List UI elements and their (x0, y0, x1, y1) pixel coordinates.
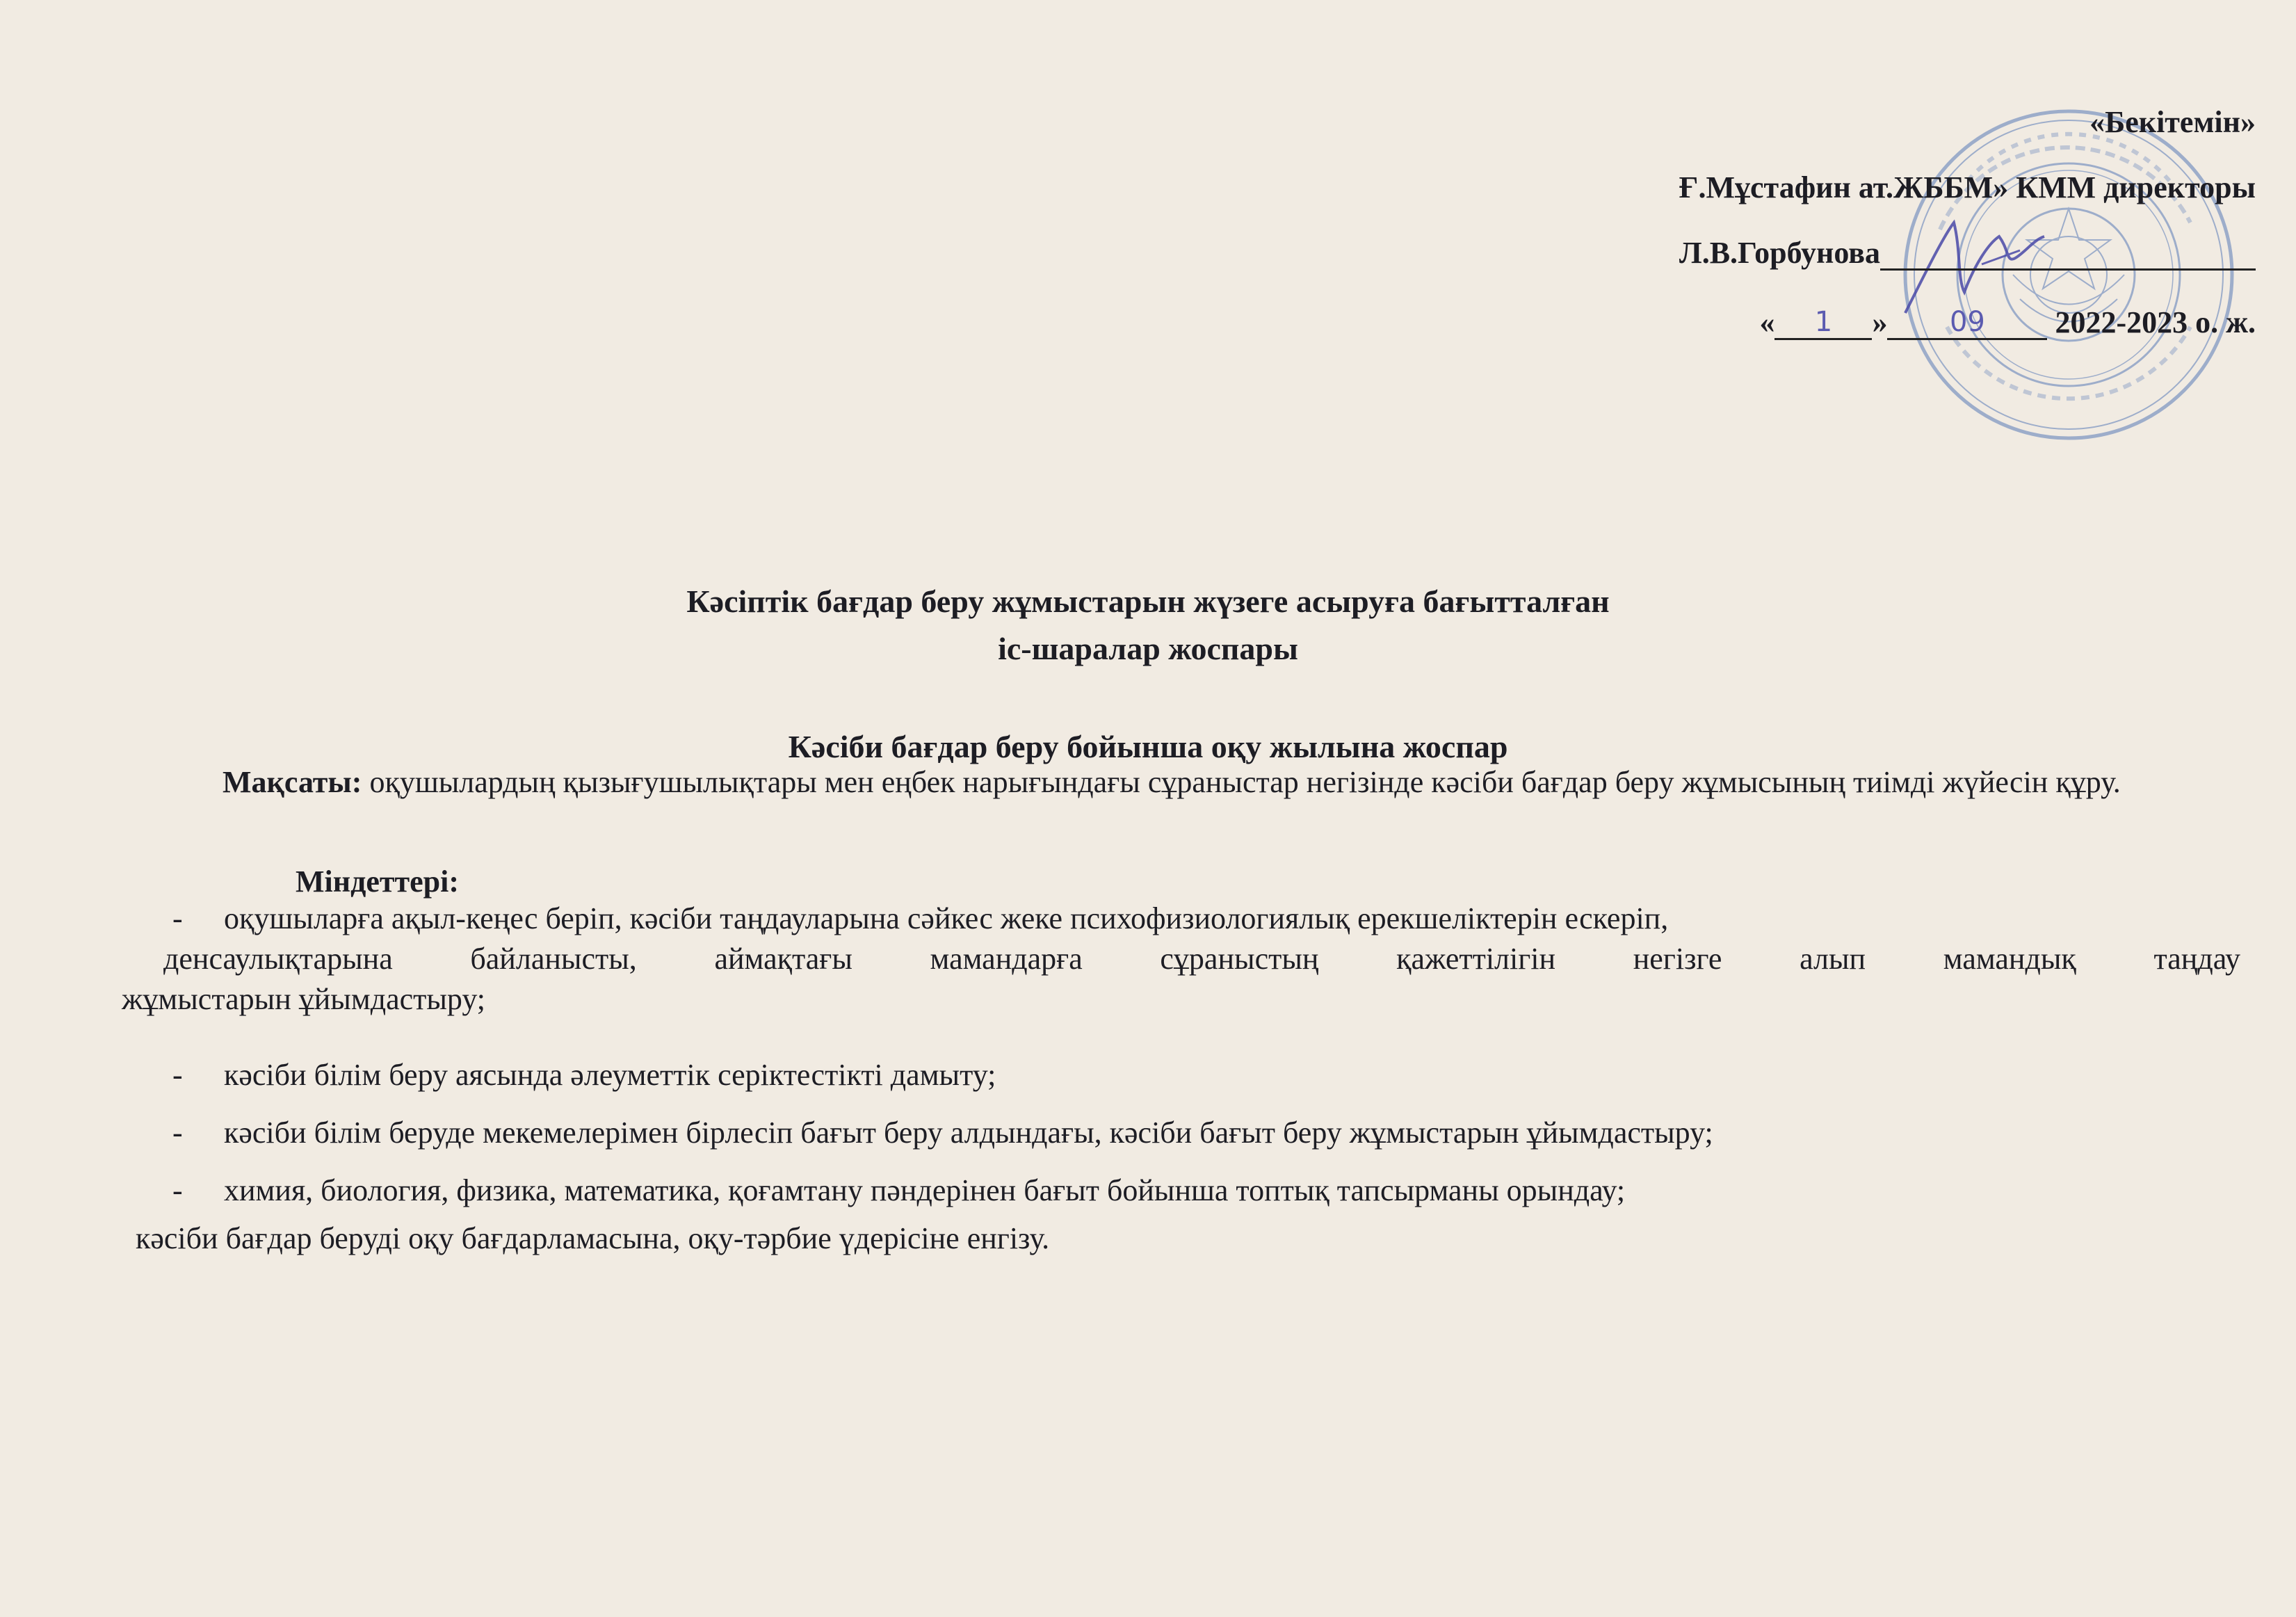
plan-subtitle: Кәсіби бағдар беру бойынша оқу жылына жоспар (788, 729, 1508, 764)
task-item-1-line1: оқушыларға ақыл-кеңес беріп, кәсіби таңдауларына сәйкес жеке психофизиологиялық ерекшеліктерін ескеріп, (224, 901, 1669, 935)
purpose-text: оқушылардың қызығушылықтары мен еңбек нарығындағы сұраныстар негізінде кәсіби бағдар беру жұмысының тиімді жүйесін құру. (362, 765, 2121, 799)
document-title-line2: іс-шаралар жоспары (998, 631, 1298, 666)
director-name: Л.В.Горбунова (1679, 236, 1880, 270)
task-item-4: химия, биология, физика, математика, қоғамтану пәндерінен бағыт бойынша топтық тапсырманы орындау; (224, 1173, 1626, 1207)
task-item-1-line2: денсаулықтарына байланысты, аймақтағы мамандарға сұраныстың қажеттілігін негізге алып мамандық таңдау (163, 942, 2240, 976)
approval-organization: Ғ.Мұстафин ат.ЖББМ» КММ директоры (1679, 170, 2256, 204)
task-bullet: - (172, 1116, 183, 1150)
date-close-quote: » (1872, 305, 1888, 339)
task-bullet: - (172, 1058, 183, 1092)
task-item-1-line3: жұмыстарын ұйымдастыру; (122, 982, 485, 1016)
task-bullet: - (172, 901, 183, 935)
approval-date (1759, 305, 2256, 340)
task-item-3: кәсіби білім беруде мекемелерімен бірлесіп бағыт беру алдындағы, кәсіби бағыт беру жұмыстарын ұйымдастыру; (224, 1116, 1713, 1150)
date-month-field: 09 (1887, 306, 2047, 340)
academic-year: 2022-2023 о. ж. (2055, 305, 2256, 339)
task-bullet: - (172, 1173, 183, 1207)
date-open-quote: « (1759, 305, 1775, 339)
approval-signatory (1679, 235, 2256, 271)
document-title-line1: Кәсіптік бағдар беру жұмыстарын жүзеге асыруға бағытталған (686, 584, 1610, 619)
task-item-5: кәсіби бағдар беруді оқу бағдарламасына, оқу-тәрбие үдерісіне енгізу. (136, 1221, 1050, 1255)
purpose-label: Мақсаты: (223, 765, 362, 799)
purpose-paragraph (167, 764, 2240, 801)
approval-header: «Бекітемін» (2089, 105, 2256, 139)
date-day-field: 1 (1774, 306, 1872, 340)
tasks-label: Міндеттері: (296, 864, 459, 899)
task-item-2: кәсіби білім беру аясында әлеуметтік серіктестікті дамыту; (224, 1058, 996, 1092)
signature-line (1880, 241, 2256, 271)
